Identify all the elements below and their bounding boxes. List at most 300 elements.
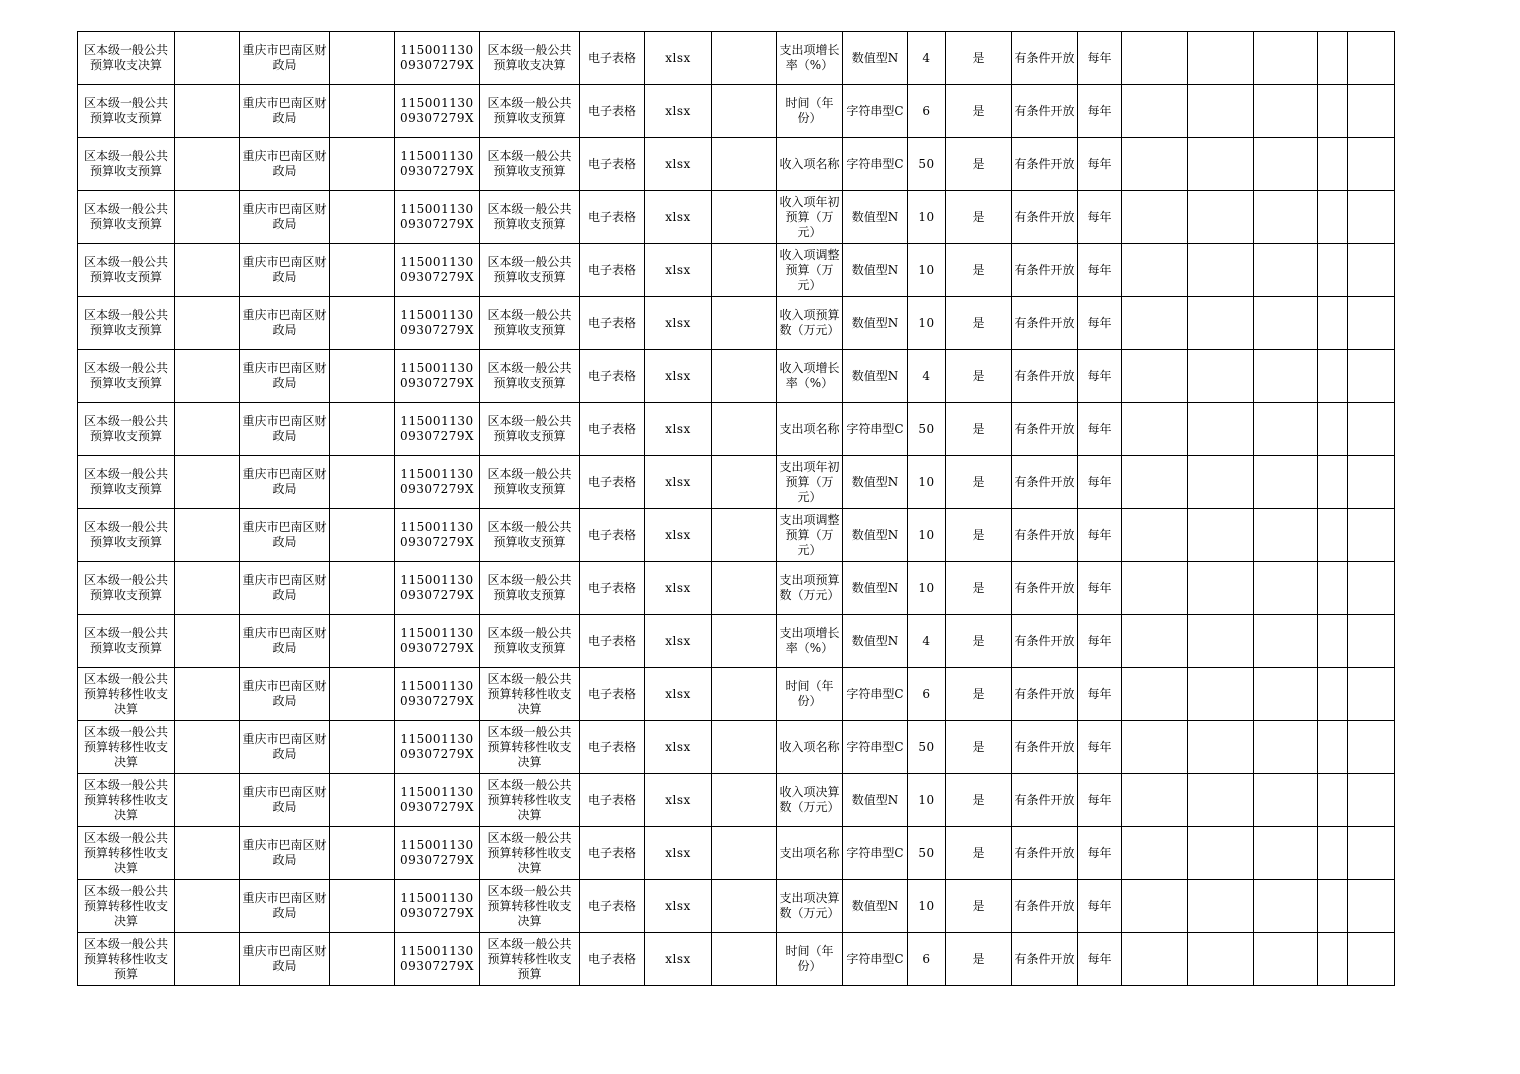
empty-cell — [175, 933, 240, 986]
info-item-cell: 区本级一般公共预算收支预算 — [480, 509, 580, 562]
empty-cell — [1348, 933, 1395, 986]
share-cell: 是 — [946, 350, 1012, 403]
open-type-cell: 有条件开放 — [1012, 32, 1078, 85]
extension-cell: xlsx — [645, 297, 712, 350]
empty-cell — [175, 32, 240, 85]
table-row — [78, 509, 1395, 562]
credit-code-cell: 11500113009307279X — [395, 138, 480, 191]
extension-cell: xlsx — [645, 138, 712, 191]
empty-cell — [330, 774, 395, 827]
extension-cell: xlsx — [645, 880, 712, 933]
table-row — [78, 668, 1395, 721]
info-item-cell: 区本级一般公共预算收支预算 — [480, 562, 580, 615]
empty-cell — [1318, 509, 1348, 562]
empty-cell — [712, 32, 777, 85]
info-item-cell: 区本级一般公共预算收支预算 — [480, 350, 580, 403]
resource-name-cell: 区本级一般公共预算收支预算 — [78, 244, 175, 297]
open-type-cell: 有条件开放 — [1012, 350, 1078, 403]
empty-cell — [330, 615, 395, 668]
format-cell: 电子表格 — [580, 456, 645, 509]
format-cell: 电子表格 — [580, 562, 645, 615]
open-type-cell: 有条件开放 — [1012, 615, 1078, 668]
empty-cell — [175, 85, 240, 138]
open-type-cell: 有条件开放 — [1012, 85, 1078, 138]
table-row — [78, 138, 1395, 191]
empty-cell — [1122, 403, 1188, 456]
data-type-cell: 数值型N — [843, 32, 908, 85]
frequency-cell: 每年 — [1078, 85, 1122, 138]
empty-cell — [1122, 297, 1188, 350]
empty-cell — [1318, 403, 1348, 456]
empty-cell — [1122, 191, 1188, 244]
table-row — [78, 615, 1395, 668]
empty-cell — [1318, 827, 1348, 880]
format-cell: 电子表格 — [580, 403, 645, 456]
open-type-cell: 有条件开放 — [1012, 191, 1078, 244]
info-item-cell: 区本级一般公共预算收支预算 — [480, 615, 580, 668]
length-cell: 10 — [908, 191, 946, 244]
table-row — [78, 191, 1395, 244]
credit-code-cell: 11500113009307279X — [395, 32, 480, 85]
format-cell: 电子表格 — [580, 774, 645, 827]
empty-cell — [1318, 297, 1348, 350]
empty-cell — [1122, 456, 1188, 509]
length-cell: 50 — [908, 138, 946, 191]
empty-cell — [1188, 774, 1254, 827]
open-type-cell: 有条件开放 — [1012, 827, 1078, 880]
info-item-cell: 区本级一般公共预算收支预算 — [480, 456, 580, 509]
length-cell: 10 — [908, 774, 946, 827]
empty-cell — [1254, 85, 1318, 138]
empty-cell — [712, 721, 777, 774]
empty-cell — [175, 191, 240, 244]
share-cell: 是 — [946, 244, 1012, 297]
credit-code-cell: 11500113009307279X — [395, 191, 480, 244]
empty-cell — [1122, 615, 1188, 668]
empty-cell — [1348, 668, 1395, 721]
empty-cell — [1254, 668, 1318, 721]
empty-cell — [1348, 562, 1395, 615]
length-cell: 6 — [908, 668, 946, 721]
data-type-cell: 数值型N — [843, 562, 908, 615]
empty-cell — [1122, 32, 1188, 85]
empty-cell — [712, 456, 777, 509]
info-item-cell: 区本级一般公共预算转移性收支决算 — [480, 668, 580, 721]
credit-code-cell: 11500113009307279X — [395, 244, 480, 297]
empty-cell — [1318, 615, 1348, 668]
extension-cell: xlsx — [645, 774, 712, 827]
data-item-cell: 支出项预算数（万元） — [777, 562, 843, 615]
empty-cell — [1122, 509, 1188, 562]
department-cell: 重庆市巴南区财政局 — [240, 668, 330, 721]
info-item-cell: 区本级一般公共预算收支预算 — [480, 191, 580, 244]
empty-cell — [330, 933, 395, 986]
empty-cell — [175, 615, 240, 668]
extension-cell: xlsx — [645, 244, 712, 297]
department-cell: 重庆市巴南区财政局 — [240, 85, 330, 138]
empty-cell — [1188, 933, 1254, 986]
length-cell: 10 — [908, 562, 946, 615]
resource-name-cell: 区本级一般公共预算收支决算 — [78, 32, 175, 85]
length-cell: 4 — [908, 350, 946, 403]
table-body — [78, 32, 1395, 986]
credit-code-cell: 11500113009307279X — [395, 933, 480, 986]
format-cell: 电子表格 — [580, 297, 645, 350]
data-type-cell: 数值型N — [843, 615, 908, 668]
format-cell: 电子表格 — [580, 721, 645, 774]
catalog-table — [77, 31, 1395, 986]
empty-cell — [1318, 774, 1348, 827]
empty-cell — [330, 721, 395, 774]
table-row — [78, 403, 1395, 456]
empty-cell — [330, 85, 395, 138]
resource-name-cell: 区本级一般公共预算转移性收支决算 — [78, 827, 175, 880]
data-type-cell: 数值型N — [843, 244, 908, 297]
extension-cell: xlsx — [645, 615, 712, 668]
resource-name-cell: 区本级一般公共预算收支预算 — [78, 615, 175, 668]
length-cell: 4 — [908, 32, 946, 85]
frequency-cell: 每年 — [1078, 403, 1122, 456]
format-cell: 电子表格 — [580, 32, 645, 85]
empty-cell — [330, 880, 395, 933]
empty-cell — [712, 509, 777, 562]
table-row — [78, 562, 1395, 615]
length-cell: 6 — [908, 85, 946, 138]
extension-cell: xlsx — [645, 32, 712, 85]
table-row — [78, 827, 1395, 880]
extension-cell: xlsx — [645, 403, 712, 456]
resource-name-cell: 区本级一般公共预算收支预算 — [78, 350, 175, 403]
length-cell: 10 — [908, 456, 946, 509]
empty-cell — [1122, 933, 1188, 986]
length-cell: 50 — [908, 721, 946, 774]
frequency-cell: 每年 — [1078, 509, 1122, 562]
data-type-cell: 字符串型C — [843, 138, 908, 191]
empty-cell — [330, 350, 395, 403]
empty-cell — [1348, 827, 1395, 880]
data-type-cell: 数值型N — [843, 774, 908, 827]
share-cell: 是 — [946, 933, 1012, 986]
data-item-cell: 支出项决算数（万元） — [777, 880, 843, 933]
empty-cell — [1318, 880, 1348, 933]
empty-cell — [1122, 721, 1188, 774]
empty-cell — [1318, 721, 1348, 774]
empty-cell — [1348, 456, 1395, 509]
info-item-cell: 区本级一般公共预算转移性收支决算 — [480, 880, 580, 933]
extension-cell: xlsx — [645, 350, 712, 403]
share-cell: 是 — [946, 880, 1012, 933]
empty-cell — [1318, 933, 1348, 986]
frequency-cell: 每年 — [1078, 244, 1122, 297]
share-cell: 是 — [946, 191, 1012, 244]
empty-cell — [1122, 562, 1188, 615]
format-cell: 电子表格 — [580, 244, 645, 297]
format-cell: 电子表格 — [580, 933, 645, 986]
table-row — [78, 32, 1395, 85]
credit-code-cell: 11500113009307279X — [395, 721, 480, 774]
resource-name-cell: 区本级一般公共预算收支预算 — [78, 138, 175, 191]
empty-cell — [1122, 350, 1188, 403]
share-cell: 是 — [946, 32, 1012, 85]
length-cell: 10 — [908, 297, 946, 350]
empty-cell — [1122, 244, 1188, 297]
info-item-cell: 区本级一般公共预算转移性收支决算 — [480, 827, 580, 880]
data-type-cell: 字符串型C — [843, 933, 908, 986]
empty-cell — [1254, 32, 1318, 85]
info-item-cell: 区本级一般公共预算收支决算 — [480, 32, 580, 85]
extension-cell: xlsx — [645, 85, 712, 138]
data-type-cell: 数值型N — [843, 191, 908, 244]
resource-name-cell: 区本级一般公共预算收支预算 — [78, 403, 175, 456]
empty-cell — [175, 721, 240, 774]
empty-cell — [712, 774, 777, 827]
format-cell: 电子表格 — [580, 350, 645, 403]
empty-cell — [1318, 562, 1348, 615]
empty-cell — [1188, 138, 1254, 191]
empty-cell — [712, 244, 777, 297]
empty-cell — [712, 138, 777, 191]
empty-cell — [330, 244, 395, 297]
department-cell: 重庆市巴南区财政局 — [240, 827, 330, 880]
frequency-cell: 每年 — [1078, 668, 1122, 721]
open-type-cell: 有条件开放 — [1012, 562, 1078, 615]
resource-name-cell: 区本级一般公共预算收支预算 — [78, 191, 175, 244]
share-cell: 是 — [946, 668, 1012, 721]
info-item-cell: 区本级一般公共预算收支预算 — [480, 297, 580, 350]
format-cell: 电子表格 — [580, 85, 645, 138]
share-cell: 是 — [946, 509, 1012, 562]
empty-cell — [1188, 297, 1254, 350]
info-item-cell: 区本级一般公共预算转移性收支预算 — [480, 933, 580, 986]
credit-code-cell: 11500113009307279X — [395, 827, 480, 880]
data-item-cell: 收入项名称 — [777, 721, 843, 774]
open-type-cell: 有条件开放 — [1012, 880, 1078, 933]
credit-code-cell: 11500113009307279X — [395, 668, 480, 721]
frequency-cell: 每年 — [1078, 297, 1122, 350]
resource-name-cell: 区本级一般公共预算转移性收支决算 — [78, 880, 175, 933]
table-row — [78, 85, 1395, 138]
data-item-cell: 支出项增长率（%） — [777, 32, 843, 85]
frequency-cell: 每年 — [1078, 721, 1122, 774]
share-cell: 是 — [946, 138, 1012, 191]
empty-cell — [1348, 191, 1395, 244]
empty-cell — [1122, 880, 1188, 933]
empty-cell — [1348, 615, 1395, 668]
resource-name-cell: 区本级一般公共预算收支预算 — [78, 456, 175, 509]
extension-cell: xlsx — [645, 933, 712, 986]
resource-name-cell: 区本级一般公共预算转移性收支决算 — [78, 721, 175, 774]
open-type-cell: 有条件开放 — [1012, 138, 1078, 191]
empty-cell — [1348, 32, 1395, 85]
share-cell: 是 — [946, 297, 1012, 350]
empty-cell — [1188, 244, 1254, 297]
frequency-cell: 每年 — [1078, 933, 1122, 986]
length-cell: 6 — [908, 933, 946, 986]
extension-cell: xlsx — [645, 191, 712, 244]
empty-cell — [1348, 774, 1395, 827]
empty-cell — [1122, 827, 1188, 880]
share-cell: 是 — [946, 456, 1012, 509]
empty-cell — [1254, 827, 1318, 880]
share-cell: 是 — [946, 403, 1012, 456]
empty-cell — [1188, 85, 1254, 138]
data-type-cell: 字符串型C — [843, 668, 908, 721]
extension-cell: xlsx — [645, 668, 712, 721]
credit-code-cell: 11500113009307279X — [395, 615, 480, 668]
empty-cell — [1254, 880, 1318, 933]
open-type-cell: 有条件开放 — [1012, 244, 1078, 297]
empty-cell — [1122, 668, 1188, 721]
resource-name-cell: 区本级一般公共预算转移性收支决算 — [78, 668, 175, 721]
department-cell: 重庆市巴南区财政局 — [240, 562, 330, 615]
empty-cell — [1254, 933, 1318, 986]
empty-cell — [1188, 880, 1254, 933]
empty-cell — [175, 668, 240, 721]
data-item-cell: 收入项调整预算（万元） — [777, 244, 843, 297]
empty-cell — [1318, 350, 1348, 403]
data-item-cell: 收入项年初预算（万元） — [777, 191, 843, 244]
empty-cell — [175, 509, 240, 562]
empty-cell — [330, 456, 395, 509]
info-item-cell: 区本级一般公共预算收支预算 — [480, 403, 580, 456]
empty-cell — [712, 350, 777, 403]
table-row — [78, 350, 1395, 403]
empty-cell — [712, 403, 777, 456]
empty-cell — [1188, 403, 1254, 456]
data-item-cell: 支出项调整预算（万元） — [777, 509, 843, 562]
empty-cell — [1254, 456, 1318, 509]
empty-cell — [1188, 668, 1254, 721]
extension-cell: xlsx — [645, 509, 712, 562]
share-cell: 是 — [946, 85, 1012, 138]
empty-cell — [712, 933, 777, 986]
table-row — [78, 721, 1395, 774]
empty-cell — [712, 297, 777, 350]
credit-code-cell: 11500113009307279X — [395, 456, 480, 509]
empty-cell — [712, 85, 777, 138]
empty-cell — [712, 880, 777, 933]
frequency-cell: 每年 — [1078, 32, 1122, 85]
data-item-cell: 收入项预算数（万元） — [777, 297, 843, 350]
empty-cell — [1318, 456, 1348, 509]
resource-name-cell: 区本级一般公共预算收支预算 — [78, 562, 175, 615]
empty-cell — [1254, 562, 1318, 615]
frequency-cell: 每年 — [1078, 774, 1122, 827]
empty-cell — [1348, 297, 1395, 350]
table-row — [78, 297, 1395, 350]
empty-cell — [712, 668, 777, 721]
empty-cell — [175, 562, 240, 615]
data-item-cell: 收入项决算数（万元） — [777, 774, 843, 827]
length-cell: 10 — [908, 880, 946, 933]
empty-cell — [1254, 244, 1318, 297]
data-type-cell: 字符串型C — [843, 85, 908, 138]
format-cell: 电子表格 — [580, 615, 645, 668]
department-cell: 重庆市巴南区财政局 — [240, 191, 330, 244]
open-type-cell: 有条件开放 — [1012, 456, 1078, 509]
department-cell: 重庆市巴南区财政局 — [240, 32, 330, 85]
table-row — [78, 456, 1395, 509]
empty-cell — [330, 403, 395, 456]
open-type-cell: 有条件开放 — [1012, 933, 1078, 986]
data-item-cell: 支出项名称 — [777, 403, 843, 456]
data-type-cell: 字符串型C — [843, 827, 908, 880]
empty-cell — [175, 774, 240, 827]
share-cell: 是 — [946, 827, 1012, 880]
data-type-cell: 数值型N — [843, 880, 908, 933]
empty-cell — [1188, 456, 1254, 509]
empty-cell — [1188, 509, 1254, 562]
resource-name-cell: 区本级一般公共预算收支预算 — [78, 509, 175, 562]
share-cell: 是 — [946, 562, 1012, 615]
department-cell: 重庆市巴南区财政局 — [240, 509, 330, 562]
empty-cell — [712, 191, 777, 244]
empty-cell — [330, 191, 395, 244]
frequency-cell: 每年 — [1078, 456, 1122, 509]
empty-cell — [712, 562, 777, 615]
frequency-cell: 每年 — [1078, 562, 1122, 615]
table-row — [78, 880, 1395, 933]
table-row — [78, 933, 1395, 986]
resource-name-cell: 区本级一般公共预算转移性收支决算 — [78, 774, 175, 827]
empty-cell — [1318, 244, 1348, 297]
length-cell: 10 — [908, 244, 946, 297]
empty-cell — [1348, 350, 1395, 403]
data-type-cell: 字符串型C — [843, 403, 908, 456]
data-item-cell: 收入项增长率（%） — [777, 350, 843, 403]
share-cell: 是 — [946, 774, 1012, 827]
credit-code-cell: 11500113009307279X — [395, 562, 480, 615]
data-item-cell: 支出项年初预算（万元） — [777, 456, 843, 509]
share-cell: 是 — [946, 615, 1012, 668]
department-cell: 重庆市巴南区财政局 — [240, 721, 330, 774]
data-type-cell: 数值型N — [843, 297, 908, 350]
empty-cell — [330, 509, 395, 562]
empty-cell — [1188, 721, 1254, 774]
frequency-cell: 每年 — [1078, 615, 1122, 668]
table-row — [78, 774, 1395, 827]
extension-cell: xlsx — [645, 456, 712, 509]
empty-cell — [1188, 615, 1254, 668]
info-item-cell: 区本级一般公共预算转移性收支决算 — [480, 774, 580, 827]
credit-code-cell: 11500113009307279X — [395, 880, 480, 933]
data-type-cell: 数值型N — [843, 509, 908, 562]
data-type-cell: 数值型N — [843, 456, 908, 509]
empty-cell — [1188, 191, 1254, 244]
empty-cell — [712, 615, 777, 668]
empty-cell — [1254, 509, 1318, 562]
data-type-cell: 字符串型C — [843, 721, 908, 774]
department-cell: 重庆市巴南区财政局 — [240, 880, 330, 933]
data-item-cell: 收入项名称 — [777, 138, 843, 191]
info-item-cell: 区本级一般公共预算转移性收支决算 — [480, 721, 580, 774]
empty-cell — [1122, 85, 1188, 138]
empty-cell — [1254, 350, 1318, 403]
extension-cell: xlsx — [645, 562, 712, 615]
empty-cell — [175, 827, 240, 880]
empty-cell — [1348, 509, 1395, 562]
empty-cell — [1188, 32, 1254, 85]
format-cell: 电子表格 — [580, 880, 645, 933]
empty-cell — [330, 297, 395, 350]
empty-cell — [175, 403, 240, 456]
info-item-cell: 区本级一般公共预算收支预算 — [480, 244, 580, 297]
open-type-cell: 有条件开放 — [1012, 403, 1078, 456]
empty-cell — [1254, 721, 1318, 774]
data-item-cell: 时间（年份） — [777, 668, 843, 721]
empty-cell — [330, 138, 395, 191]
credit-code-cell: 11500113009307279X — [395, 509, 480, 562]
